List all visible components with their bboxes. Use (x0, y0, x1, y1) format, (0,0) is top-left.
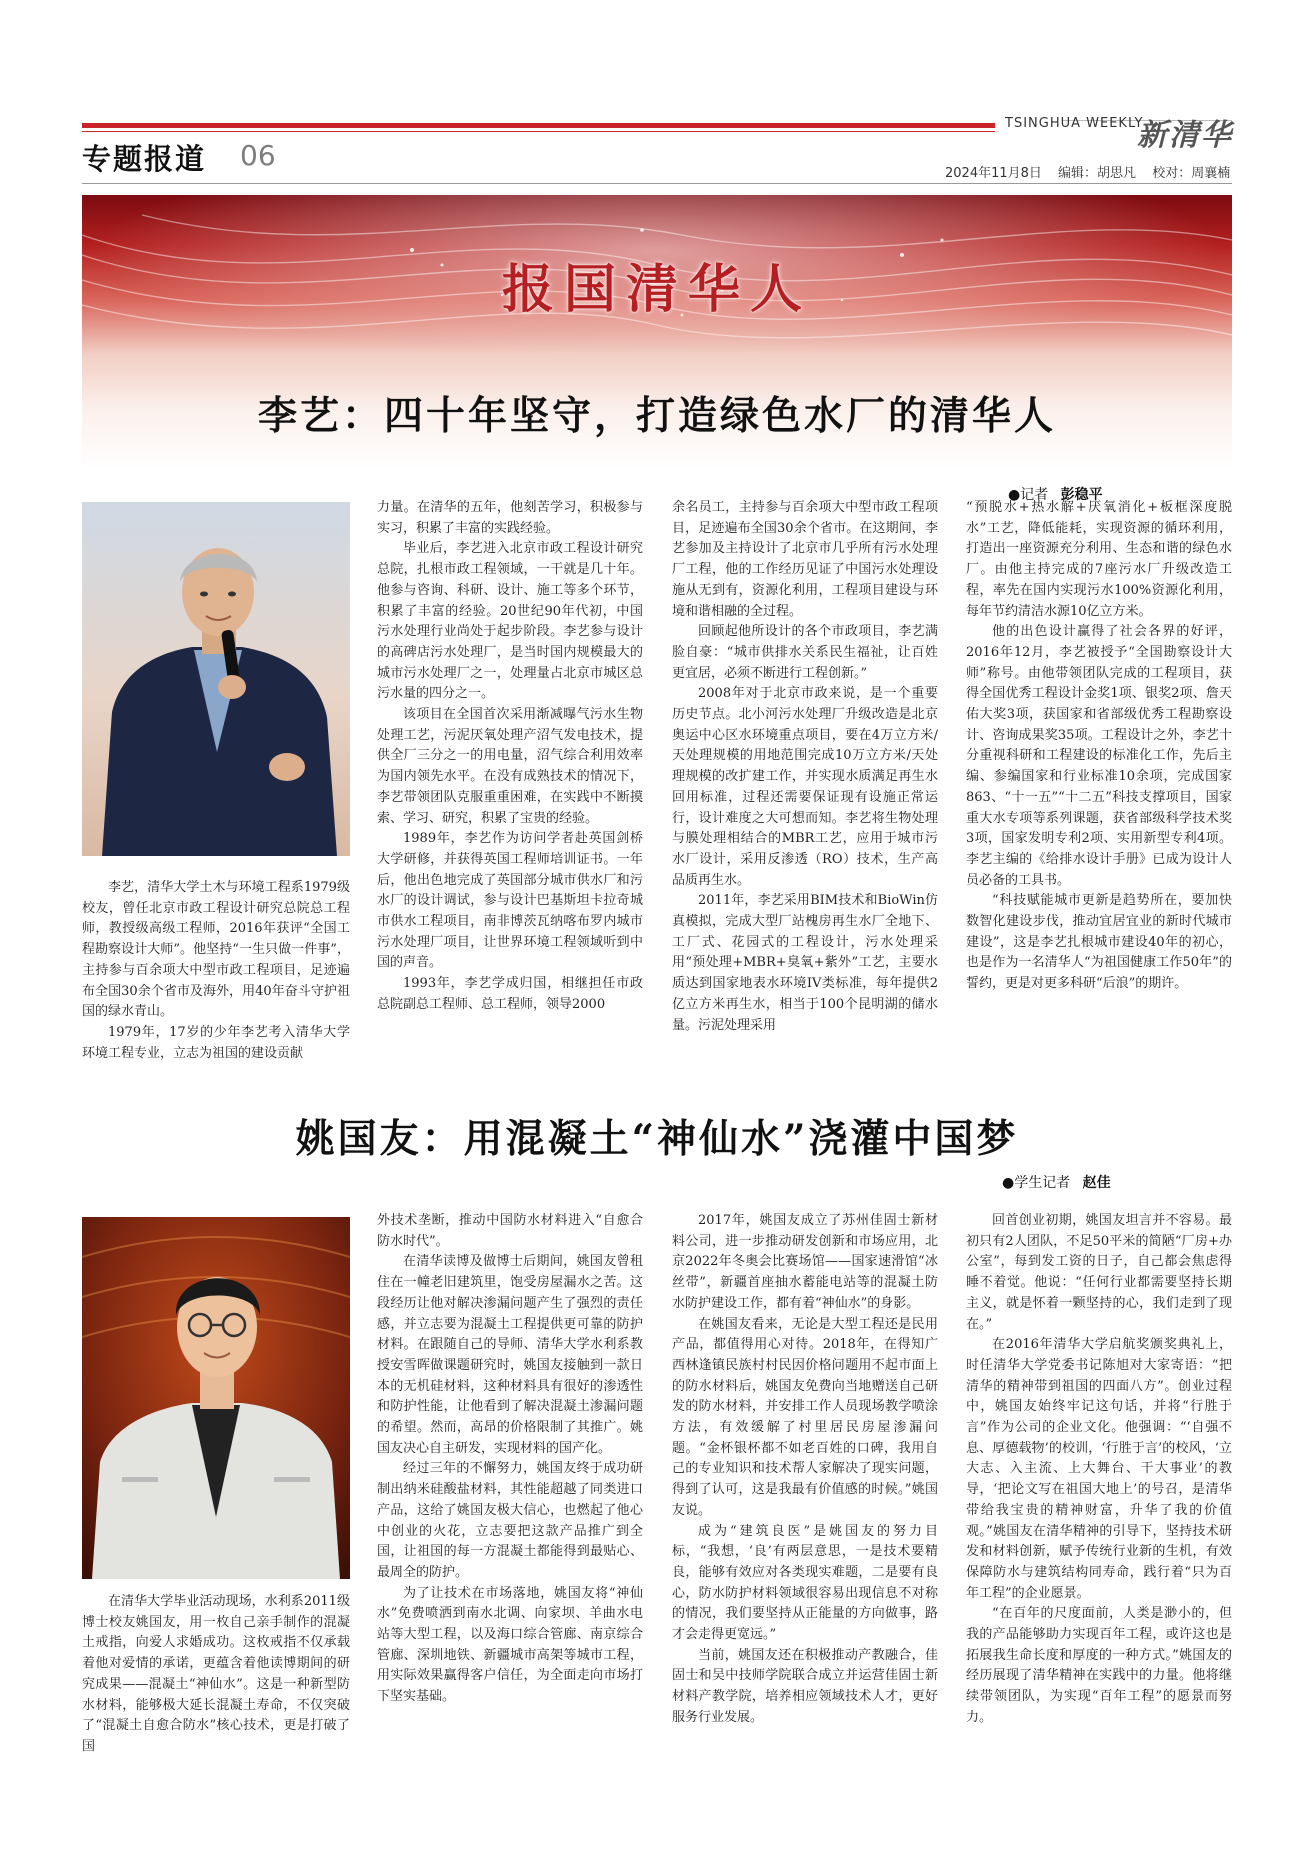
article1-column-2 (377, 498, 643, 1016)
article1-col2-p5: 1993年，李艺学成归国，相继担任市政总院副总工程师、总工程师，领导2000 (377, 976, 643, 1012)
issue-proofreader: 校对：周襄楠 (1152, 166, 1231, 181)
article1-col2-p2: 毕业后，李艺进入北京市政工程设计研究总院，扎根市政工程领域，一干就是几十年。他参与咨询、科研、设计、施工等多个环节，积累了丰富的经验。20世纪90年代初，中国污水处理行业尚处于起步阶段。李艺参与设计的高碑店污水处理厂，是当时国内规模最大的城市污水处理厂之一，处理量占北京市城区总污水量的四分之一。 (377, 541, 643, 702)
article2-col2-p1: 外技术垄断，推动中国防水材料进入“自愈合防水时代”。 (377, 1213, 643, 1249)
article2-col3-p1: 2017年，姚国友成立了苏州佳固士新材料公司，进一步推动研发创新和市场应用，北京2022年冬奥会比赛场馆——国家速滑馆“冰丝带”，新疆首座抽水蓄能电站等的混凝土防水防护建设工作，都有着“神仙水”的身影。 (672, 1213, 938, 1311)
article1-byline-name: 彭稳平 (1060, 487, 1103, 503)
masthead-red-rule (82, 123, 995, 128)
article1-col2-p1: 力量。在清华的五年，他刻苦学习，积极参与实习，积累了丰富的实践经验。 (377, 500, 643, 536)
article2-byline-label: ●学生记者 (1002, 1175, 1071, 1191)
article1-col2-p3: 该项目在全国首次采用渐减曝气污水生物处理工艺，污泥厌氧处理产沼气发电技术，提供全厂三分之一的用电量，沼气综合利用效率为国内领先水平。在没有成熟技术的情况下，李艺带领团队克服重重困难，在实践中不断摸索、学习、研究，积累了宝贵的经验。 (377, 707, 643, 826)
article2-col3-p2: 在姚国友看来，无论是大型工程还是民用产品，都值得用心对待。2018年，在得知广西林逢镇民族村村民因价格问题用不起市面上的防水材料后，姚国友免费向当地赠送自己研发的防水材料，并安排工作人员现场教学喷涂方法，有效缓解了村里居民房屋渗漏问题。“金杯银杯都不如老百姓的口碑，我用自己的专业知识和技术帮人家解决了现实问题，得到了认可，这是我最有价值感的时候。”姚国友说。 (672, 1316, 938, 1518)
masthead-thin-rule (82, 131, 995, 132)
article1-col3-p1: 余名员工，主持参与百余项大中型市政工程项目，足迹遍布全国30余个省市。在这期间，李艺参加及主持设计了北京市几乎所有污水处理厂工程，他的工作经历见证了中国污水处理设施从无到有，资源化利用，工程项目建设与环境和谐相融的全过程。 (672, 500, 938, 619)
issue-editor: 编辑：胡思凡 (1058, 166, 1137, 181)
issue-date: 2024年11月8日 (945, 166, 1042, 181)
article1-col3-p3: 2008年对于北京市政来说，是一个重要历史节点。北小河污水处理厂升级改造是北京奥运中心区水环境重点项目，要在4万立方米/天处理规模的用地范围完成10万立方米/天处理规模的改扩建工作，并实现水质满足再生水回用标准，过程还需要保证现有设施正常运行，设计难度之大可想而知。李艺将生物处理与膜处理相结合的MBR工艺，应用于城市污水厂设计，采用反渗透（RO）技术，生产高品质再生水。 (672, 686, 938, 888)
article1-col3-p4: 2011年，李艺采用BIM技术和BioWin仿真模拟，完成大型厂站槐房再生水厂全地下、工厂式、花园式的工程设计，污水处理采用“预处理+MBR+臭氧+紫外”工艺，主要水质达到国家地表水环境IV类标准，每年提供2亿立方米再生水，相当于100个昆明湖的储水量。污泥处理采用 (672, 893, 938, 1033)
article2-column-2 (377, 1211, 643, 1708)
article1-col4-p3: “科技赋能城市更新是趋势所在，要加快数智化建设步伐，推动宜居宜业的新时代城市建设”，这是李艺扎根城市建设40年的初心，也是作为一名清华人“为祖国健康工作50年”的誓约，更是对更多科研“后浪”的期许。 (966, 893, 1232, 992)
article2-col3-p3: 成为“建筑良医”是姚国友的努力目标，“我想，‘良’有两层意思，一是技术要精良，能够有效应对各类现实难题，二是要有良心，防水防护材料领域很容易出现信息不对称的情况，我们要坚持从正能量的方向做事，路才会走得更宽远。” (672, 1523, 938, 1643)
header-divider (82, 183, 1232, 184)
article2-caption-text: 在清华大学毕业活动现场，水利系2011级博士校友姚国友，用一枚自己亲手制作的混凝土戒指，向爱人求婚成功。这枚戒指不仅承载着他对爱情的承诺，更蕴含着他读博期间的研究成果——混凝土“神仙水”。这是一种新型防水材料，能够极大延长混凝土寿命，不仅突破了“混凝土自愈合防水”核心技术，更是打破了国 (82, 1594, 350, 1754)
portrait-speaker-illustration (82, 502, 350, 856)
article1-photo (82, 502, 350, 856)
article2-headline: 姚国友：用混凝土“神仙水”浇灌中国梦 (295, 1116, 1019, 1162)
article2-column-4 (966, 1211, 1232, 1729)
issue-meta (945, 162, 1242, 181)
article1-col4-p1: “预脱水+热水解+厌氧消化+板框深度脱水”工艺，降低能耗，实现资源的循环利用，打造出一座资源充分利用、生态和谐的绿色水厂。由他主持完成的7座污水厂升级改造工程，率先在国内实现污水100%资源化利用，每年节约清洁水源10亿立方米。 (966, 500, 1232, 619)
article1-col2-p4: 1989年，李艺作为访问学者赴英国剑桥大学研修，并获得英国工程师培训证书。一年后，他出色地完成了英国部分城市供水厂和污水厂的设计调试，参与设计巴基斯坦卡拉奇城市供水工程项目，南非博茨瓦纳喀布罗内城市污水处理厂项目，让世界环境工程领域听到中国的声音。 (377, 831, 643, 971)
article2-col2-p3: 经过三年的不懈努力，姚国友终于成功研制出纳米硅酸盐材料，其性能超越了同类进口产品，这给了姚国友极大信心，也燃起了他心中创业的火花，立志要把这款产品推广到全国，让祖国的每一方混凝土都能得到最贴心、最周全的防护。 (377, 1461, 643, 1580)
publication-name-en: TSINGHUA WEEKLY (1005, 116, 1144, 131)
portrait-engineer-illustration (82, 1217, 350, 1579)
article2-byline (1002, 1172, 1111, 1192)
article2-col3-p4: 当前，姚国友还在积极推动产教融合，佳固士和吴中技师学院联合成立并运营佳固士新材料产教学院，培养相应领域技术人才，更好服务行业发展。 (672, 1647, 938, 1725)
article2-byline-name: 赵佳 (1082, 1175, 1111, 1191)
article2-col4-p3: “在百年的尺度面前，人类是渺小的，但我的产品能够助力实现百年工程，或许这也是拓展我生命长度和厚度的一种方式。”姚国友的经历展现了清华精神在实践中的力量。他将继续带领团队，为实现“百年工程”的愿景而努力。 (966, 1606, 1232, 1725)
article2-photo (82, 1217, 350, 1579)
article1-column-4 (966, 498, 1232, 995)
banner-title: 报国清华人 (501, 259, 812, 320)
article1-byline-label: ●记者 (1008, 487, 1049, 503)
page-number: 06 (240, 139, 276, 172)
article2-col4-p2: 在2016年清华大学启航奖颁奖典礼上，时任清华大学党委书记陈旭对大家寄语：“把清华的精神带到祖国的四面八方”。创业过程中，姚国友始终牢记这句话，并将“行胜于言”作为公司的企业文化。他强调：“‘自强不息、厚德载物’的校训，‘行胜于言’的校风，‘立大志、入主流、上大舞台、干大事业’的教导，‘把论文写在祖国大地上’的号召，是清华带给我宝贵的精神财富，升华了我的价值观。”姚国友在清华精神的引导下，坚持技术研发和材料创新，赋予传统行业新的生机，有效保障防水与建筑结构同寿命，践行着“只为百年工程”的企业愿景。 (966, 1337, 1232, 1601)
article1-caption (82, 878, 350, 1064)
section-name: 专题报道 (82, 142, 207, 176)
article2-col2-p4: 为了让技术在市场落地，姚国友将“神仙水”免费喷洒到南水北调、向家坝、羊曲水电站等大型工程，以及海口综合管廊、南京综合管廊、深圳地铁、新疆城市高架等城市工程，用实际效果赢得客户信任，为全面走向市场打下坚实基础。 (377, 1585, 643, 1705)
article1-column-3 (672, 498, 938, 1036)
article2-col4-p1: 回首创业初期，姚国友坦言并不容易。最初只有2人团队，不足50平米的简陋“厂房+办公室”，每到发工资的日子，自己都会焦虑得睡不着觉。他说：“任何行业都需要坚持长期主义，就是怀着一颗坚持的心，我们走到了现在。” (966, 1213, 1232, 1332)
publication-logo: 新清华 (1137, 118, 1233, 153)
article2-column-3 (672, 1211, 938, 1729)
article1-caption-p1: 李艺，清华大学土木与环境工程系1979级校友，曾任北京市政工程设计研究总院总工程师，教授级高级工程师，2016年获评“全国工程勘察设计大师”。他坚持“一生只做一件事”，主持参与百余项大中型市政工程项目，足迹遍布全国30余个省市及海外，用40年奋斗守护祖国的绿水青山。 (82, 880, 350, 1020)
article2-caption (82, 1592, 350, 1758)
article1-caption-p2: 1979年，17岁的少年李艺考入清华大学环境工程专业，立志为祖国的建设贡献 (82, 1024, 350, 1061)
article1-col4-p2: 他的出色设计赢得了社会各界的好评，2016年12月，李艺被授予“全国勘察设计大师”称号。由他带领团队完成的工程项目，获得全国优秀工程设计金奖1项、银奖2项、詹天佑大奖3项，获国家和省部级优秀工程勘察设计、咨询成果奖35项。工程设计之外，李艺十分重视科研和工程建设的标准化工作，先后主编、参编国家和行业标准10余项，完成国家863、“十一五”“十二五”科技支撑项目，国家重大水专项等系列课题，获省部级科学技术奖3项，国家发明专利2项、实用新型专利4项。李艺主编的《给排水设计手册》已成为设计人员必备的工具书。 (966, 624, 1232, 888)
article2-col2-p2: 在清华读博及做博士后期间，姚国友曾租住在一幢老旧建筑里，饱受房屋漏水之苦。这段经历让他对解决渗漏问题产生了强烈的责任感，并立志要为混凝土工程提供更可靠的防护材料。在跟随自己的导师、清华大学水利系教授安雪晖做课题研究时，姚国友接触到一款日本的无机硅材料，这种材料具有很好的渗透性和防护性能，让他看到了解决混凝土渗漏问题的希望。然而，高昂的价格限制了其推广。姚国友决心自主研发，实现材料的国产化。 (377, 1254, 643, 1456)
article1-col3-p2: 回顾起他所设计的各个市政项目，李艺满脸自豪：“城市供排水关系民生福祉，让百姓更宜居，必须不断进行工程创新。” (672, 624, 938, 681)
feature-banner (82, 195, 1232, 470)
article1-headline: 李艺：四十年坚守，打造绿色水厂的清华人 (257, 393, 1056, 439)
